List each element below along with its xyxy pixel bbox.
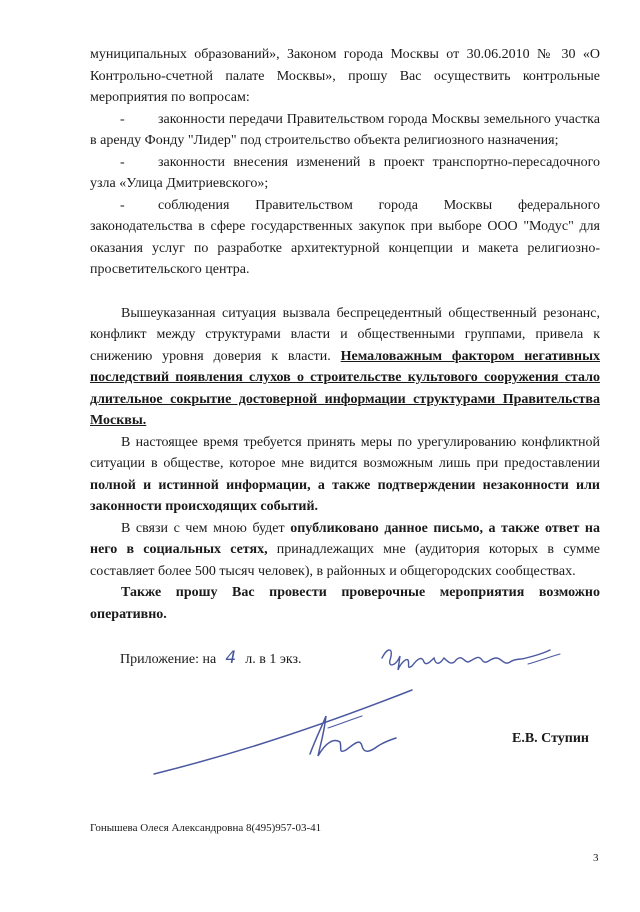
resonance-bold-text: Немаловажным фактором негативных последствий появления слухов о строительстве культового сооружения стало длительное сокрытие достоверной информации структурами Правительства Москвы. xyxy=(90,348,600,428)
bullet-text-1: законности передачи Правительством города Москвы земельного участка в аренду Фонду "Лидер" под строительство объекта религиозного назначения; xyxy=(90,111,600,148)
paragraph-resonance xyxy=(90,303,600,432)
attachment-line xyxy=(120,648,302,668)
page-number: 3 xyxy=(593,852,599,864)
paragraph-intro xyxy=(90,44,600,109)
publication-bold-text: опубликовано данное письмо, а также ответ на него в социальных сетях, xyxy=(90,520,600,557)
paragraph-measures xyxy=(90,432,600,518)
bullet-dash: - xyxy=(120,154,125,170)
publication-text-1: В связи с чем мною будет xyxy=(121,520,291,536)
intro-line-3: мероприятия по вопросам: xyxy=(90,90,250,105)
signer-name: Е.В. Ступин xyxy=(512,731,589,746)
resonance-text: Вышеуказанная ситуация вызвала беспрецедентный общественный резонанс, конфликт между структурами власти и общественными группами, привела к снижению уровня доверия к власти. xyxy=(90,305,600,364)
bullet-text-3: соблюдения Правительством города Москвы федерального законодательства в сфере государственных закупок при выборе ООО "Модус" для оказания услуг по разработке архитектурной концепции и макета религиозно-просветительского центра. xyxy=(90,197,600,277)
executor-contact: Гонышева Олеся Александровна 8(495)957-03-41 xyxy=(90,822,322,834)
intro-line-2: Контрольно-счетной палате Москвы», прошу Вас осуществить контрольные xyxy=(90,68,600,84)
intro-line-1: муниципальных образований», Законом города Москвы от 30.06.2010 № 30 «О xyxy=(90,47,600,62)
measures-text: В настоящее время требуется принять меры по урегулированию конфликтной ситуации в обществе, которое мне видится возможным лишь при предоставлении xyxy=(90,434,600,471)
bullet-item-1 xyxy=(90,109,600,152)
handwritten-sheet-count: 4 xyxy=(225,648,237,668)
attachment-copies: л. в 1 экз. xyxy=(241,652,302,667)
author-signature xyxy=(150,676,430,786)
bullet-dash: - xyxy=(120,111,125,127)
paragraph-request xyxy=(90,582,600,625)
bullet-item-2 xyxy=(90,152,600,195)
bullet-item-3 xyxy=(90,195,600,281)
request-bold-text: Также прошу Вас провести проверочные мероприятия возможно оперативно. xyxy=(90,585,600,622)
paragraph-publication xyxy=(90,518,600,583)
bullet-text-2: законности внесения изменений в проект транспортно-пересадочного узла «Улица Дмитриевского»; xyxy=(90,154,600,191)
document-body xyxy=(90,44,600,625)
attachment-label: Приложение: на xyxy=(120,652,220,667)
measures-bold-text: полной и истинной информации, а также подтверждении незаконности или законности происходящих событий. xyxy=(90,477,600,514)
bullet-dash: - xyxy=(120,197,125,213)
publication-text-2: принадлежащих мне (аудитория которых в сумме составляет более 500 тысяч человек), в районных и общегородских сообществах. xyxy=(90,542,600,579)
